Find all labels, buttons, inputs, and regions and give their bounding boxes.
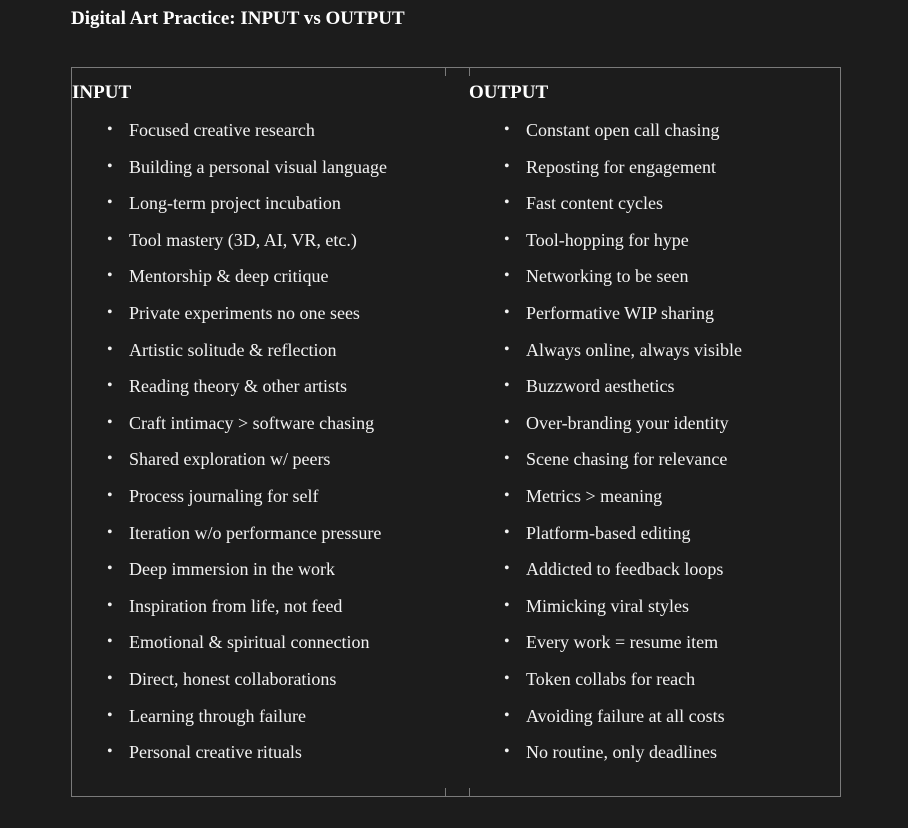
list-item — [72, 665, 387, 702]
list-item-text: Mimicking viral styles — [526, 595, 689, 616]
list-item-text: Platform-based editing — [526, 522, 691, 543]
list-item-text: Learning through failure — [129, 705, 306, 726]
bullet-icon: • — [107, 230, 113, 248]
list-item — [469, 445, 742, 482]
list-item — [72, 702, 387, 739]
divider-tick-top-left — [445, 68, 446, 76]
list-item — [469, 226, 742, 263]
list-item-text: Process journaling for self — [129, 485, 319, 506]
divider-tick-bottom-right — [469, 788, 470, 796]
bullet-icon: • — [107, 121, 113, 138]
page-title: Digital Art Practice: INPUT vs OUTPUT — [71, 8, 405, 29]
list-item-text: Personal creative rituals — [129, 742, 302, 763]
bullet-icon: • — [107, 194, 113, 212]
bullet-icon: • — [504, 230, 510, 248]
list-item-text: Tool mastery (3D, AI, VR, etc.) — [129, 229, 357, 250]
bullet-icon: • — [107, 377, 113, 395]
bullet-icon: • — [504, 377, 510, 395]
bullet-icon: • — [504, 157, 510, 175]
bullet-icon: • — [107, 633, 113, 651]
list-item — [72, 189, 387, 226]
bullet-icon: • — [107, 450, 113, 468]
bullet-icon: • — [504, 743, 510, 761]
list-item-text: Shared exploration w/ peers — [129, 449, 331, 470]
list-item-text: Token collabs for reach — [526, 668, 696, 689]
output-column-header: OUTPUT — [469, 82, 549, 103]
list-item — [72, 519, 387, 556]
list-item-text: Deep immersion in the work — [129, 559, 335, 580]
list-item — [72, 592, 387, 629]
bullet-icon: • — [504, 706, 510, 724]
list-item-text: Private experiments no one sees — [129, 302, 360, 323]
list-item — [72, 153, 387, 190]
list-item-text: Reposting for engagement — [526, 156, 716, 177]
list-item-text: Long-term project incubation — [129, 193, 341, 214]
bullet-icon: • — [107, 303, 113, 321]
bullet-icon: • — [107, 340, 113, 358]
list-item-text: Artistic solitude & reflection — [129, 339, 337, 360]
list-item-text: Always online, always visible — [526, 339, 742, 360]
bullet-icon: • — [107, 413, 113, 431]
divider-tick-bottom-left — [445, 788, 446, 796]
list-item-text: Mentorship & deep critique — [129, 266, 329, 287]
bullet-icon: • — [504, 669, 510, 687]
bullet-icon: • — [504, 633, 510, 651]
bullet-icon: • — [504, 413, 510, 431]
bullet-icon: • — [107, 560, 113, 578]
column-divider — [445, 68, 469, 796]
list-item-text: Iteration w/o performance pressure — [129, 522, 382, 543]
list-item-text: Constant open call chasing — [526, 120, 720, 140]
bullet-icon: • — [504, 560, 510, 578]
list-item-text: Performative WIP sharing — [526, 302, 714, 323]
list-item — [469, 153, 742, 190]
bullet-icon: • — [504, 596, 510, 614]
list-item-text: Fast content cycles — [526, 193, 663, 214]
list-item — [72, 372, 387, 409]
list-item — [469, 628, 742, 665]
bullet-icon: • — [504, 194, 510, 212]
list-item — [469, 409, 742, 446]
output-list — [469, 116, 742, 775]
list-item — [469, 592, 742, 629]
list-item — [469, 372, 742, 409]
bullet-icon: • — [107, 596, 113, 614]
list-item — [469, 738, 742, 775]
bullet-icon: • — [107, 523, 113, 541]
list-item-text: Direct, honest collaborations — [129, 668, 337, 689]
comparison-table — [71, 67, 841, 797]
bullet-icon: • — [504, 486, 510, 504]
list-item-text: Addicted to feedback loops — [526, 559, 724, 580]
list-item-text: Avoiding failure at all costs — [526, 705, 725, 726]
list-item — [72, 226, 387, 263]
bullet-icon: • — [107, 157, 113, 175]
list-item-text: Building a personal visual language — [129, 156, 387, 177]
bullet-icon: • — [504, 303, 510, 321]
bullet-icon: • — [504, 523, 510, 541]
list-item — [469, 262, 742, 299]
bullet-icon: • — [504, 340, 510, 358]
bullet-icon: • — [107, 267, 113, 285]
list-item-text: Networking to be seen — [526, 266, 689, 287]
list-item — [469, 299, 742, 336]
list-item — [72, 336, 387, 373]
list-item — [469, 116, 742, 153]
list-item — [469, 519, 742, 556]
list-item — [72, 482, 387, 519]
list-item-text: No routine, only deadlines — [526, 742, 717, 763]
list-item-text: Metrics > meaning — [526, 485, 663, 506]
list-item — [72, 299, 387, 336]
bullet-icon: • — [107, 669, 113, 687]
list-item — [72, 409, 387, 446]
list-item-text: Craft intimacy > software chasing — [129, 412, 375, 433]
list-item — [72, 262, 387, 299]
list-item-text: Scene chasing for relevance — [526, 449, 728, 470]
list-item-text: Over-branding your identity — [526, 412, 729, 433]
input-column-header: INPUT — [72, 82, 132, 103]
list-item-text: Every work = resume item — [526, 632, 719, 653]
list-item — [72, 116, 387, 153]
bullet-icon: • — [504, 450, 510, 468]
list-item — [469, 665, 742, 702]
list-item-text: Emotional & spiritual connection — [129, 632, 370, 653]
bullet-icon: • — [107, 743, 113, 761]
input-list — [72, 116, 387, 775]
list-item-text: Focused creative research — [129, 120, 315, 140]
divider-tick-top-right — [469, 68, 470, 76]
list-item — [469, 189, 742, 226]
list-item-text: Inspiration from life, not feed — [129, 595, 343, 616]
list-item-text: Reading theory & other artists — [129, 376, 347, 397]
bullet-icon: • — [504, 267, 510, 285]
list-item-text: Tool-hopping for hype — [526, 229, 689, 250]
list-item — [469, 336, 742, 373]
list-item — [72, 445, 387, 482]
list-item — [72, 628, 387, 665]
list-item — [469, 482, 742, 519]
list-item — [469, 702, 742, 739]
list-item-text: Buzzword aesthetics — [526, 376, 675, 397]
bullet-icon: • — [107, 486, 113, 504]
list-item — [469, 555, 742, 592]
bullet-icon: • — [504, 121, 510, 138]
bullet-icon: • — [107, 706, 113, 724]
list-item — [72, 738, 387, 775]
list-item — [72, 555, 387, 592]
